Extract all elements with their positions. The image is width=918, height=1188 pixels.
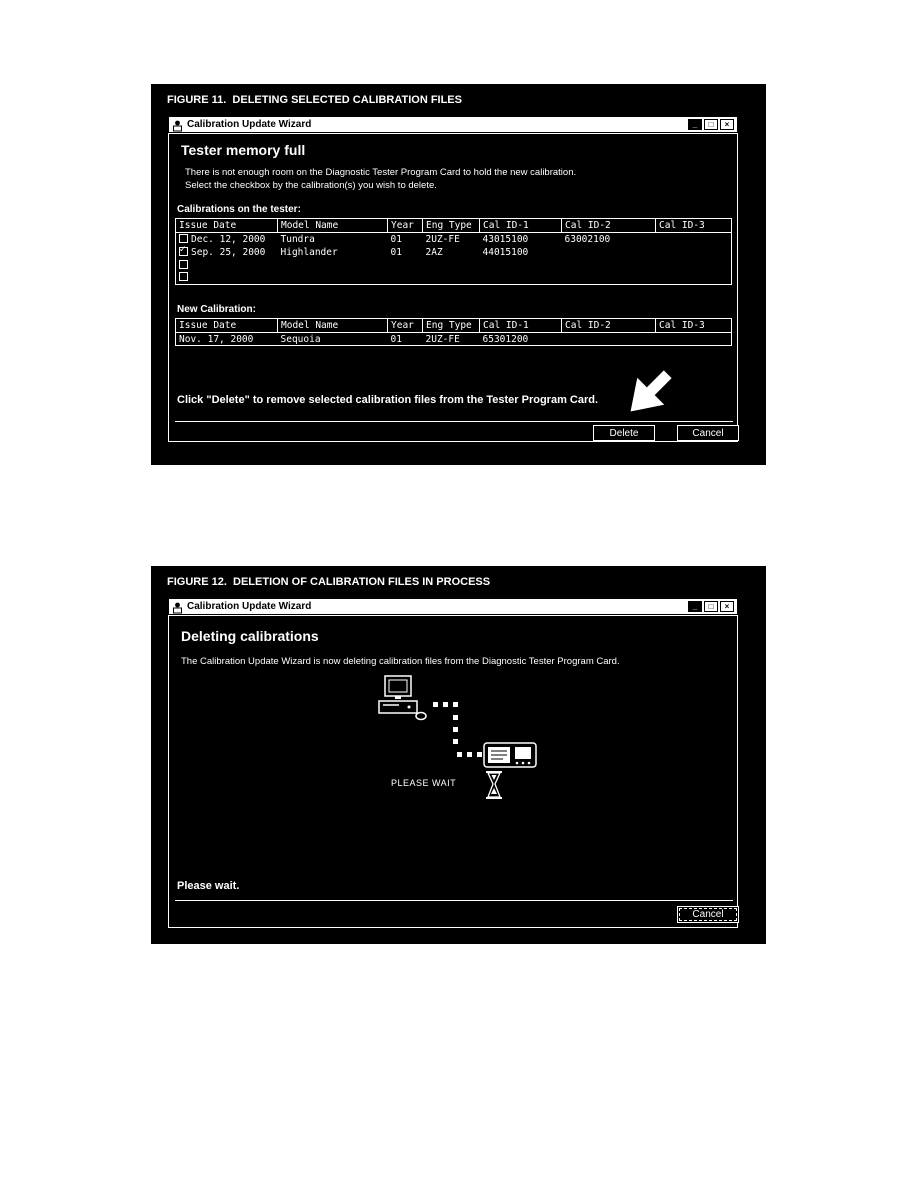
column-header-cal-id-1: Cal ID-1: [480, 219, 562, 233]
hourglass-icon: [485, 770, 503, 800]
cell-cal-id-1: 44015100: [482, 246, 529, 258]
intro-line-1: The Calibration Update Wizard is now deleting calibration files from the Diagnostic Tester Program Card.: [181, 656, 620, 667]
cell-model-name: [278, 272, 388, 285]
cell-year: 01: [390, 333, 402, 345]
cell-eng-type: 2UZ-FE: [425, 333, 460, 345]
row-checkbox[interactable]: [179, 272, 188, 281]
cell-year: [388, 259, 423, 272]
cell-eng-type: 2AZ: [425, 246, 443, 258]
cancel-button[interactable]: Cancel: [677, 425, 739, 441]
dialog-body: [168, 615, 738, 928]
column-header-model-name: Model Name: [278, 319, 388, 333]
button-separator: [175, 900, 733, 901]
connector-dot: [457, 752, 462, 757]
window-title: Calibration Update Wizard: [187, 601, 312, 612]
column-header-eng-type: Eng Type: [423, 219, 480, 233]
dialog-body: [168, 133, 738, 442]
connector-dot: [443, 702, 448, 707]
figure-11-caption: FIGURE 11. DELETING SELECTED CALIBRATION FILES: [167, 94, 462, 106]
minimize-button[interactable]: _: [688, 119, 702, 130]
cell-model-name: Tundra: [280, 233, 315, 245]
table-row: [176, 333, 732, 346]
cell-cal-id-1: 65301200: [482, 333, 529, 345]
figure-12-panel: [151, 566, 766, 944]
connector-dot: [453, 702, 458, 707]
cell-issue-date: [176, 233, 278, 246]
column-header-cal-id-1: Cal ID-1: [480, 319, 562, 333]
cell-issue-date: [176, 246, 278, 259]
cell-cal-id-3: [656, 246, 732, 259]
cell-cal-id-1: [480, 259, 562, 272]
status-text: Please wait.: [177, 880, 240, 892]
delete-instruction: Click "Delete" to remove selected calibration files from the Tester Program Card.: [177, 394, 599, 406]
issue-date-value: Sep. 25, 2000: [191, 246, 266, 258]
close-button[interactable]: ×: [720, 601, 734, 612]
close-button[interactable]: ×: [720, 119, 734, 130]
column-header-cal-id-2: Cal ID-2: [562, 319, 656, 333]
column-header-year: Year: [388, 319, 423, 333]
cell-cal-id-1: 43015100: [482, 233, 529, 245]
cell-model-name: Sequoia: [280, 333, 321, 345]
cell-issue-date: Nov. 17, 2000: [179, 333, 254, 345]
cell-cal-id-2: [562, 246, 656, 259]
cell-year: 01: [390, 233, 402, 245]
table-row[interactable]: [176, 233, 732, 246]
window-titlebar[interactable]: [168, 116, 738, 133]
connector-dot: [433, 702, 438, 707]
connector-dot: [453, 715, 458, 720]
transfer-illustration: [169, 616, 737, 846]
issue-date-value: Dec. 12, 2000: [191, 233, 266, 245]
window-titlebar[interactable]: [168, 598, 738, 615]
cell-cal-id-3: [656, 233, 732, 246]
cell-issue-date: [176, 272, 278, 285]
row-checkbox[interactable]: [179, 260, 188, 269]
window-title: Calibration Update Wizard: [187, 119, 312, 130]
column-header-issue-date: Issue Date: [176, 319, 278, 333]
connector-dot: [467, 752, 472, 757]
cell-year: 01: [390, 246, 402, 258]
table-row[interactable]: [176, 259, 732, 272]
maximize-button[interactable]: □: [704, 601, 718, 612]
calibration-update-wizard-window-1: [168, 116, 738, 442]
table-header-row: [176, 219, 732, 233]
calibration-update-wizard-window-2: [168, 598, 738, 928]
button-separator: [175, 421, 733, 422]
connector-dot: [477, 752, 482, 757]
cell-eng-type: [423, 259, 480, 272]
figure-12-caption: FIGURE 12. DELETION OF CALIBRATION FILES IN PROCESS: [167, 576, 491, 588]
computer-icon: [375, 674, 427, 726]
cell-cal-id-2: [562, 259, 656, 272]
row-checkbox[interactable]: [179, 234, 188, 243]
column-header-cal-id-2: Cal ID-2: [562, 219, 656, 233]
column-header-cal-id-3: Cal ID-3: [656, 219, 732, 233]
minimize-button[interactable]: _: [688, 601, 702, 612]
tester-calibrations-table: [175, 218, 732, 285]
arrow-pointer-icon: [619, 364, 679, 424]
wizard-icon: [172, 601, 183, 613]
diagnostic-tester-icon: [483, 742, 537, 768]
delete-button[interactable]: Delete: [593, 425, 655, 441]
cell-cal-id-1: [480, 272, 562, 285]
figure-11-panel: [151, 84, 766, 465]
wizard-icon: [172, 119, 183, 131]
cancel-button[interactable]: Cancel: [677, 906, 739, 923]
new-calibration-label: New Calibration:: [177, 304, 256, 315]
row-checkbox[interactable]: [179, 247, 188, 256]
column-header-eng-type: Eng Type: [423, 319, 480, 333]
cell-eng-type: 2UZ-FE: [425, 233, 460, 245]
please-wait-caption: PLEASE WAIT: [391, 778, 457, 788]
new-calibration-table: [175, 318, 732, 346]
tester-table-label: Calibrations on the tester:: [177, 204, 301, 215]
cell-cal-id-3: [656, 272, 732, 285]
column-header-cal-id-3: Cal ID-3: [656, 319, 732, 333]
maximize-button[interactable]: □: [704, 119, 718, 130]
cell-eng-type: [423, 272, 480, 285]
connector-dot: [453, 727, 458, 732]
dialog-heading: Tester memory full: [181, 142, 306, 158]
connector-dot: [453, 739, 458, 744]
cell-cal-id-2: [562, 333, 656, 346]
cell-cal-id-3: [656, 259, 732, 272]
cell-cal-id-2: 63002100: [564, 233, 611, 245]
table-header-row: [176, 319, 732, 333]
column-header-year: Year: [388, 219, 423, 233]
column-header-model-name: Model Name: [278, 219, 388, 233]
cell-cal-id-2: [562, 272, 656, 285]
cell-issue-date: [176, 259, 278, 272]
intro-line-1: There is not enough room on the Diagnostic Tester Program Card to hold the new calibration.: [185, 167, 577, 178]
cell-model-name: [278, 259, 388, 272]
table-row[interactable]: [176, 246, 732, 259]
cell-model-name: Highlander: [280, 246, 338, 258]
cell-year: [388, 272, 423, 285]
intro-line-2: Select the checkbox by the calibration(s) you wish to delete.: [185, 180, 437, 191]
dialog-heading: Deleting calibrations: [181, 628, 319, 644]
cell-cal-id-3: [656, 333, 732, 346]
table-row[interactable]: [176, 272, 732, 285]
column-header-issue-date: Issue Date: [176, 219, 278, 233]
